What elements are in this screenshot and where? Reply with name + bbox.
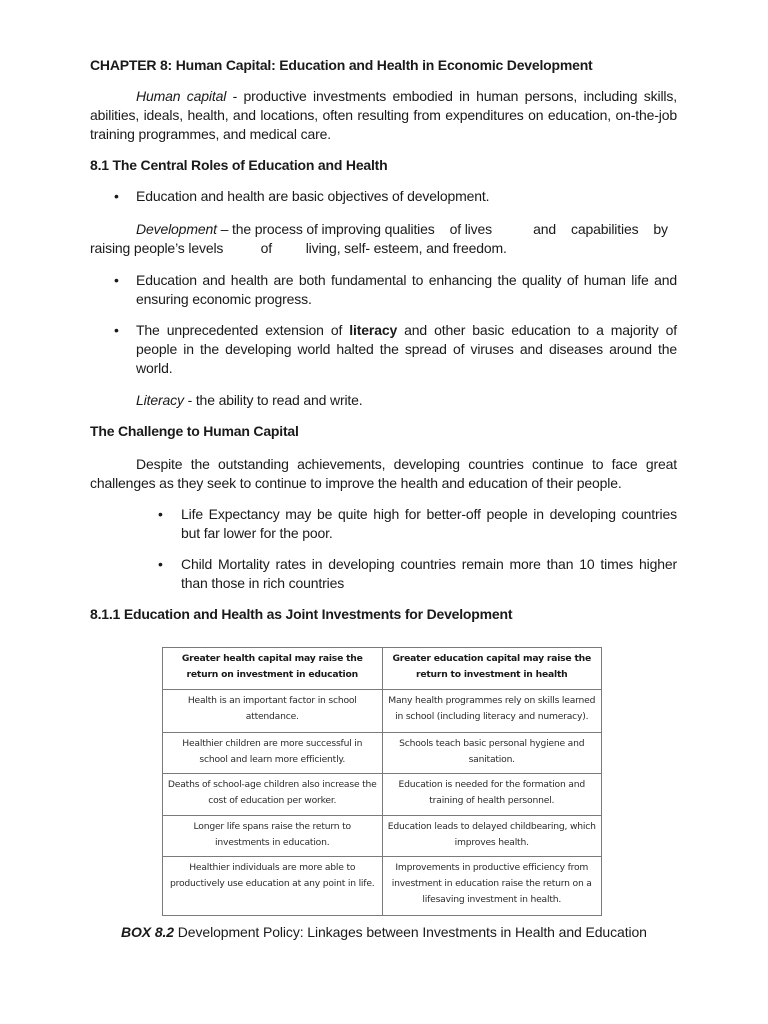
bullet-basic-objectives: Education and health are basic objectives of development. bbox=[136, 188, 490, 204]
bullet-icon: • bbox=[158, 506, 163, 522]
table-cell: Longer life spans raise the return to investments in education. bbox=[163, 816, 383, 857]
bullet-text: and other basic education to a majority of people in the developing world halted the spread of viruses and diseases around the world. bbox=[136, 322, 677, 376]
development-definition-line1 bbox=[136, 220, 677, 239]
table-cell: Many health programmes rely on skills learned in school (including literacy and numeracy). bbox=[382, 690, 602, 733]
table-cell: Healthier children are more successful in school and learn more efficiently. bbox=[163, 733, 383, 774]
section-heading-8-1-1: 8.1.1 Education and Health as Joint Investments for Development bbox=[90, 606, 513, 622]
table-cell: Schools teach basic personal hygiene and sanitation. bbox=[382, 733, 602, 774]
table-cell: Education is needed for the formation and training of health personnel. bbox=[382, 774, 602, 816]
bullet-literacy-extension bbox=[136, 321, 677, 378]
box-caption-text: Development Policy: Linkages between Investments in Health and Education bbox=[174, 924, 647, 940]
table-header-health: Greater health capital may raise the return on investment in education bbox=[163, 648, 383, 690]
human-capital-definition-line3: training programmes, and medical care. bbox=[90, 126, 331, 142]
challenge-paragraph: Despite the outstanding achievements, developing countries continue to face great challenges as they seek to continue to improve the health and education of their people. bbox=[90, 456, 677, 491]
term-development: Development bbox=[136, 221, 217, 237]
box-caption bbox=[121, 924, 647, 940]
definition-text: – the process of improving qualities of lives and capabilities by bbox=[216, 221, 668, 237]
section-heading-challenge: The Challenge to Human Capital bbox=[90, 423, 299, 439]
table-cell: Health is an important factor in school attendance. bbox=[163, 690, 383, 733]
table-row bbox=[163, 690, 602, 733]
human-capital-definition-line1 bbox=[90, 87, 677, 106]
literacy-definition bbox=[136, 391, 677, 410]
bullet-icon: • bbox=[114, 188, 119, 204]
bullet-icon: • bbox=[158, 556, 163, 572]
chapter-title: CHAPTER 8: Human Capital: Education and Health in Economic Development bbox=[90, 57, 593, 73]
keyword-literacy: literacy bbox=[349, 322, 398, 338]
bullet-icon: • bbox=[114, 322, 119, 338]
linkages-table bbox=[162, 647, 602, 916]
bullet-child-mortality: Child Mortality rates in developing countries remain more than 10 times higher than those in rich countries bbox=[181, 556, 677, 591]
bullet-fundamental-quality: Education and health are both fundamental to enhancing the quality of human life and ensuring economic progress. bbox=[136, 272, 677, 307]
table-cell: Improvements in productive efficiency from investment in education raise the return on a lifesaving investment in health. bbox=[382, 857, 602, 916]
bullet-text: The unprecedented extension of bbox=[136, 322, 350, 338]
table-header-row bbox=[163, 648, 602, 690]
table-header-education: Greater education capital may raise the return to investment in health bbox=[382, 648, 602, 690]
box-label: BOX 8.2 bbox=[121, 924, 174, 940]
definition-text: - the ability to read and write. bbox=[183, 392, 363, 408]
term-human-capital: Human capital bbox=[136, 88, 227, 104]
bullet-icon: • bbox=[114, 272, 119, 288]
table-cell: Healthier individuals are more able to productively use education at any point in life. bbox=[163, 857, 383, 916]
table-row bbox=[163, 733, 602, 774]
definition-text: - productive investments embodied in human persons, including skills, bbox=[226, 88, 677, 104]
term-literacy: Literacy bbox=[136, 392, 184, 408]
development-definition-line2: raising people’s levels of living, self- esteem, and freedom. bbox=[90, 240, 507, 256]
human-capital-definition-line2: abilities, ideals, health, and locations, often resulting from expenditures on education, on-the-job bbox=[90, 107, 677, 123]
table-row bbox=[163, 816, 602, 857]
table-cell: Deaths of school-age children also increase the cost of education per worker. bbox=[163, 774, 383, 816]
table-row bbox=[163, 857, 602, 916]
table-cell: Education leads to delayed childbearing, which improves health. bbox=[382, 816, 602, 857]
table-row bbox=[163, 774, 602, 816]
bullet-life-expectancy: Life Expectancy may be quite high for better-off people in developing countries but far lower for the poor. bbox=[181, 506, 677, 541]
section-heading-8-1: 8.1 The Central Roles of Education and Health bbox=[90, 157, 388, 173]
